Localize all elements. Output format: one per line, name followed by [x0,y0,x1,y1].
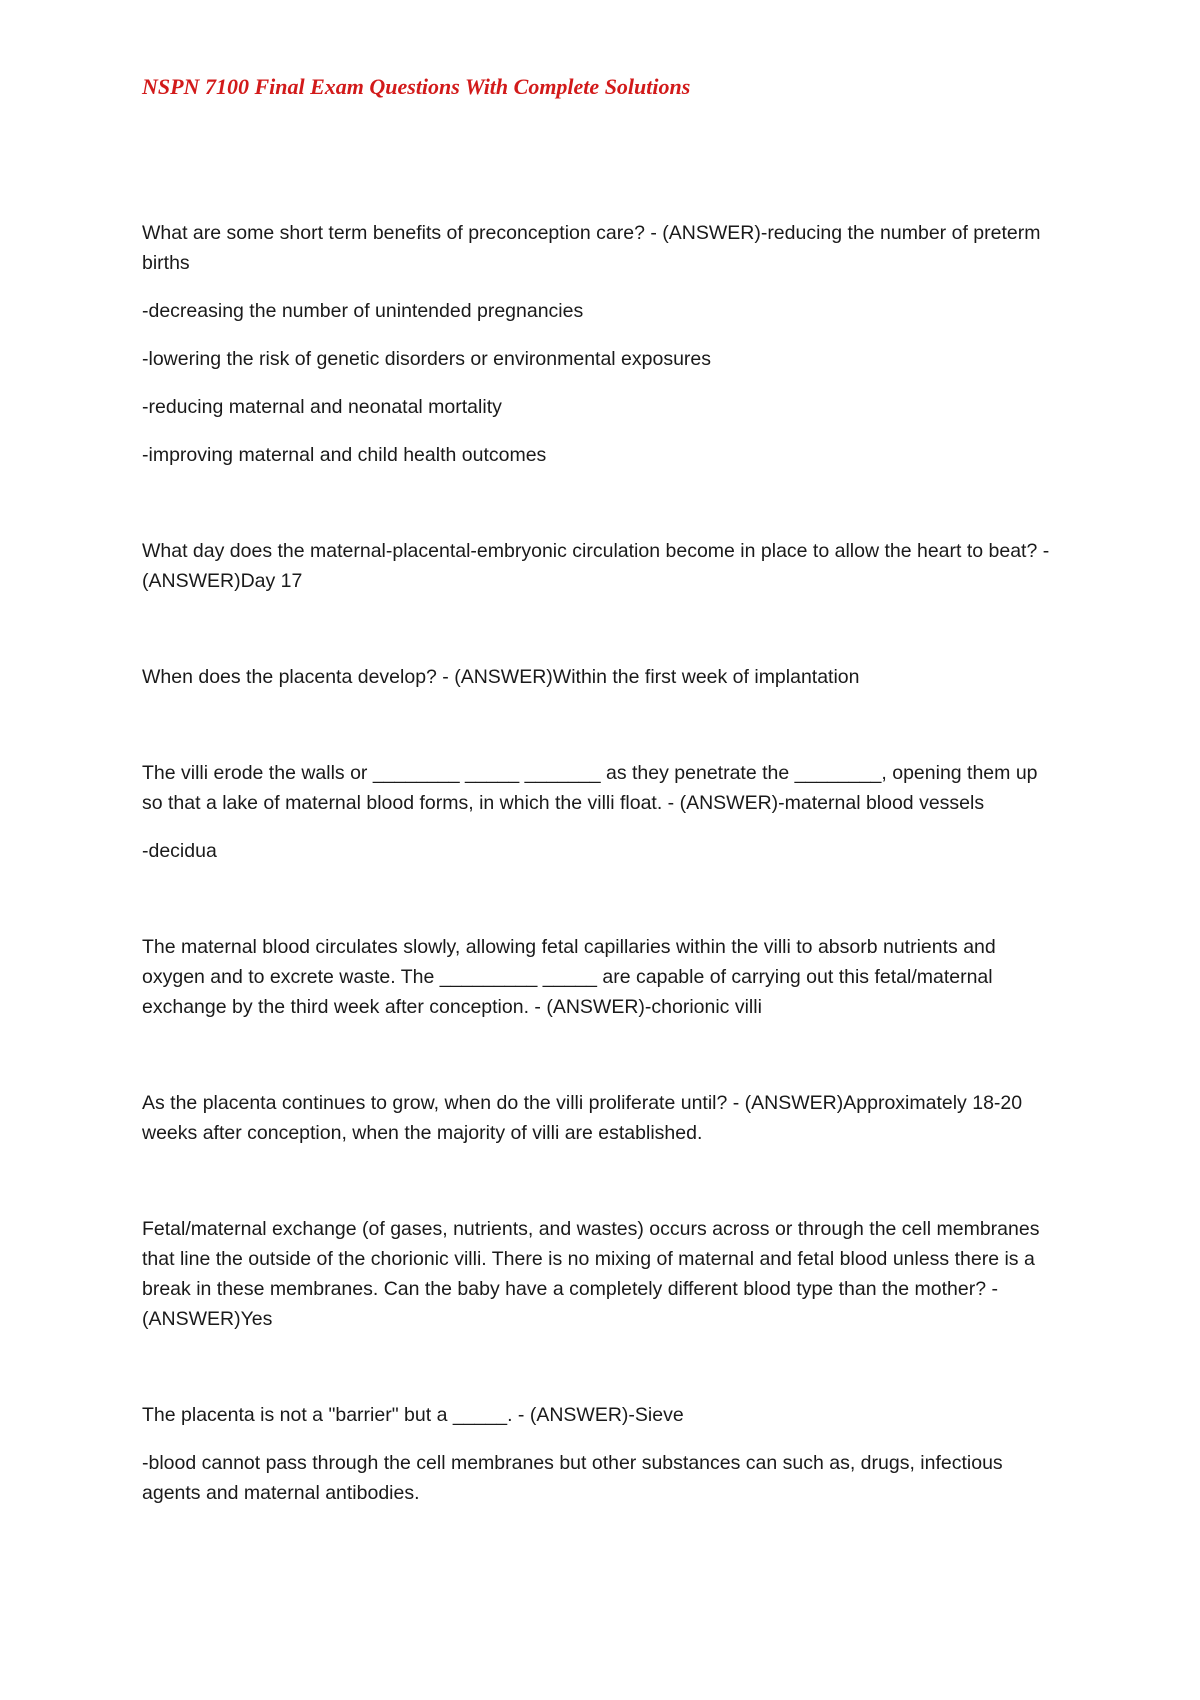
qa-text: What are some short term benefits of preconception care? - (ANSWER)-reducing the number of preterm births [142,222,1041,274]
qa-block-preconception-benefits [142,218,1062,470]
qa-block-villi-proliferate [142,1088,1062,1148]
qa-block-villi-erode [142,758,1062,866]
qa-block-heartbeat-day [142,536,1062,596]
qa-text: What day does the maternal-placental-embryonic circulation become in place to allow the heart to beat? - (ANSWER)Day 17 [142,540,1050,592]
qa-text: Fetal/maternal exchange (of gases, nutrients, and wastes) occurs across or through the cell membranes that line the outside of the chorionic villi. There is no mixing of maternal and fetal blood unless there is a break in these membranes. Can the baby have a completely different blood type than the mother? - (ANSWER)Yes [142,1218,1040,1330]
qa-text: -decidua [142,840,217,862]
qa-text: -decreasing the number of unintended pregnancies [142,300,584,322]
qa-text: -reducing maternal and neonatal mortality [142,396,502,418]
qa-text: -blood cannot pass through the cell membranes but other substances can such as, drugs, infectious agents and maternal antibodies. [142,1452,1003,1504]
qa-text: -improving maternal and child health outcomes [142,444,547,466]
qa-text: -lowering the risk of genetic disorders or environmental exposures [142,348,712,370]
qa-block-placenta-sieve [142,1400,1062,1508]
qa-block-chorionic-villi [142,932,1062,1022]
qa-text: When does the placenta develop? - (ANSWER)Within the first week of implantation [142,666,860,688]
document-title: NSPN 7100 Final Exam Questions With Complete Solutions [142,74,691,99]
qa-text: As the placenta continues to grow, when do the villi proliferate until? - (ANSWER)Approximately 18-20 weeks after conception, when the majority of villi are established. [142,1092,1023,1144]
qa-block-placenta-development [142,662,1062,692]
qa-block-blood-type [142,1214,1062,1334]
qa-list [142,218,1062,1574]
qa-text: The maternal blood circulates slowly, allowing fetal capillaries within the villi to absorb nutrients and oxygen and to excrete waste. The _________ _____ are capable of carrying out this fetal/maternal exchange by the third week after conception. - (ANSWER)-chorionic villi [142,936,996,1018]
qa-text: The villi erode the walls or ________ _____ _______ as they penetrate the ________, opening them up so that a lake of maternal blood forms, in which the villi float. - (ANSWER)-maternal blood vessels [142,762,1038,814]
qa-text: The placenta is not a "barrier" but a _____. - (ANSWER)-Sieve [142,1404,684,1426]
